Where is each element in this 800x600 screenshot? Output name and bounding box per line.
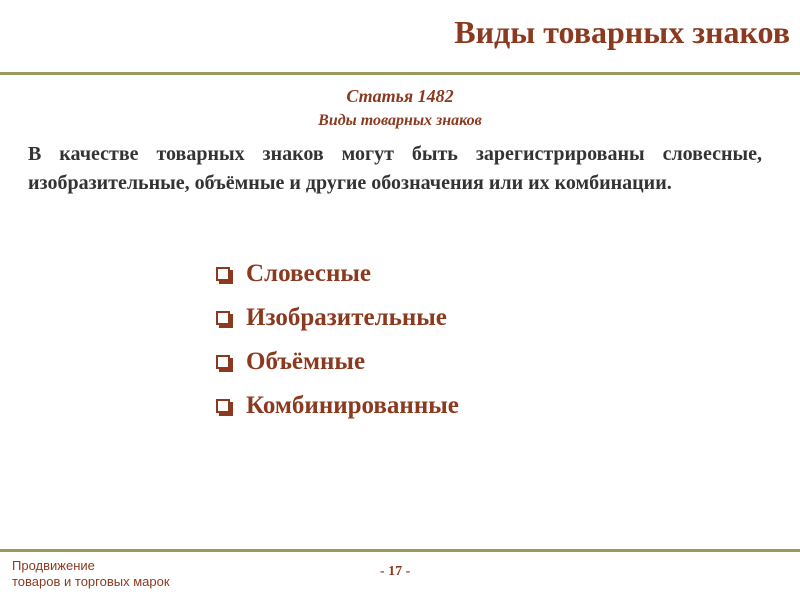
checkbox-icon (216, 355, 230, 369)
trademark-types-list (214, 252, 459, 428)
article-paragraph: В качестве товарных знаков могут быть зарегистрированы словесные, изобразительные, объёмные и другие обозначения или их комбинации. (28, 143, 762, 194)
article-number: Статья 1482 (346, 86, 454, 106)
list-item (214, 340, 459, 384)
checkbox-icon (216, 311, 230, 325)
title-divider (0, 72, 800, 75)
list-item (214, 252, 459, 296)
footer-divider (0, 549, 800, 552)
footer-line-2: товаров и торговых марок (12, 574, 170, 589)
checkbox-icon (216, 267, 230, 281)
list-item-label: Комбинированные (246, 392, 459, 419)
list-item-label: Объёмные (246, 348, 366, 375)
footer-course-name (12, 558, 170, 590)
list-item-label: Словесные (246, 260, 371, 287)
page-title: Виды товарных знаков (454, 14, 790, 50)
list-item (214, 296, 459, 340)
list-item (214, 384, 459, 428)
checkbox-icon (216, 399, 230, 413)
article-name: Виды товарных знаков (318, 112, 482, 129)
footer-line-1: Продвижение (12, 558, 95, 573)
list-item-label: Изобразительные (246, 304, 447, 331)
page-number: - 17 - (380, 564, 411, 579)
